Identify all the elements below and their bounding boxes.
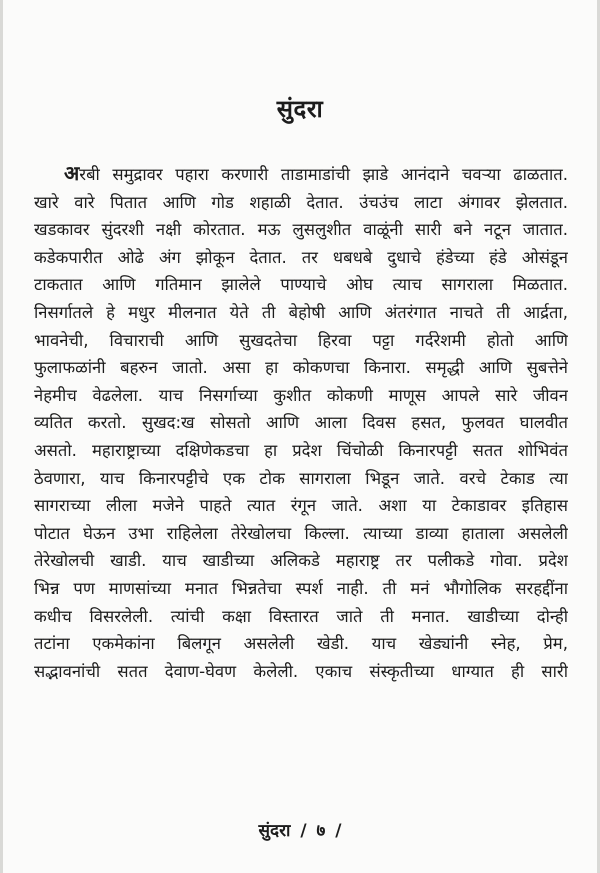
text-line: व्यतित करतो. सुखद:ख सोसतो आणि आला दिवस हसत, फुलवत घालवीत — [34, 413, 568, 433]
page-edge-left — [0, 0, 3, 873]
text-line: नेहमीच वेढलेला. याच निसर्गाच्या कुशीत कोकणी माणूस आपले सारे जीवन — [34, 385, 568, 405]
text-line: तटांना एकमेकांना बिलगून असलेली खेडी. याच खेड्यांनी स्नेह, प्रेम, — [34, 634, 568, 654]
text-line: भावनेची, विचाराची आणि सुखदतेचा हिरवा पट्टा गर्दरेशमी होतो आणि — [34, 330, 568, 350]
text-line: कडेकपारीत ओढे अंग झोकून देतात. तर धबधबे दुधाचे हंडेच्या हंडे ओसंडून — [34, 247, 568, 267]
chapter-title: सुंदरा — [276, 95, 324, 123]
text-line: खडकावर सुंदरशी नक्षी कोरतात. मऊ लुसलुशीत वाळूंनी सारी बने नटून जातात. — [34, 220, 568, 240]
text-line: पोटात घेऊन उभा राहिलेला तेरेखोलचा किल्ला. त्याच्या डाव्या हाताला असलेली — [34, 523, 568, 543]
text-line: खारे वारे पितात आणि गोड शहाळी देतात. उंचउंच लाटा अंगावर झेलतात. — [34, 192, 568, 212]
text-line: ठेवणारा, याच किनारपट्टीचे एक टोक सागराला भिडून जाते. वरचे टेकाड त्या — [34, 468, 568, 488]
text-line: निसर्गातले हे मधुर मीलनात येते ती बेहोषी आणि अंतरंगात नाचते ती आर्द्रता, — [34, 302, 568, 322]
text-line: फुलाफळांनी बहरुन जातो. असा हा कोकणचा किनारा. समृद्धी आणि सुबत्तेने — [34, 358, 568, 378]
text-line: कधीच विसरलेली. त्यांची कक्षा विस्तारत जाते ती मनात. खाडीच्या दोन्ही — [34, 606, 568, 626]
text-line: सागराच्या लीला मजेने पाहते त्यात रंगून जाते. अशा या टेकाडावर इतिहास — [34, 496, 568, 516]
text-line — [34, 160, 568, 189]
text-line: असतो. महाराष्ट्राच्या दक्षिणेकडचा हा प्रदेश चिंचोळी किनारपट्टी सतत शोभिवंत — [34, 440, 568, 460]
text-line: भिन्न पण माणसांच्या मनात भिन्नतेचा स्पर्श नाही. ती मनं भौगोलिक सरहद्दींना — [34, 578, 568, 598]
text-line-content: रबी समुद्रावर पहारा करणारी ताडामाडांची झाडे आनंदाने चवऱ्या ढाळतात. — [79, 165, 568, 184]
text-line: टाकतात आणि गतिमान झालेले पाण्याचे ओघ त्याच सागराला मिळतात. — [34, 275, 568, 295]
body-text — [34, 160, 568, 685]
page-footer: सुंदरा / ७ / — [258, 821, 342, 841]
text-line: तेरेखोलची खाडी. याच खाडीच्या अलिकडे महाराष्ट्र तर पलीकडे गोवा. प्रदेश — [34, 551, 568, 571]
text-line: सद्भावनांची सतत देवाण-घेवण केलेली. एकाच संस्कृतीच्या धाग्यात ही सारी — [34, 661, 568, 681]
drop-cap: अ — [64, 161, 80, 185]
